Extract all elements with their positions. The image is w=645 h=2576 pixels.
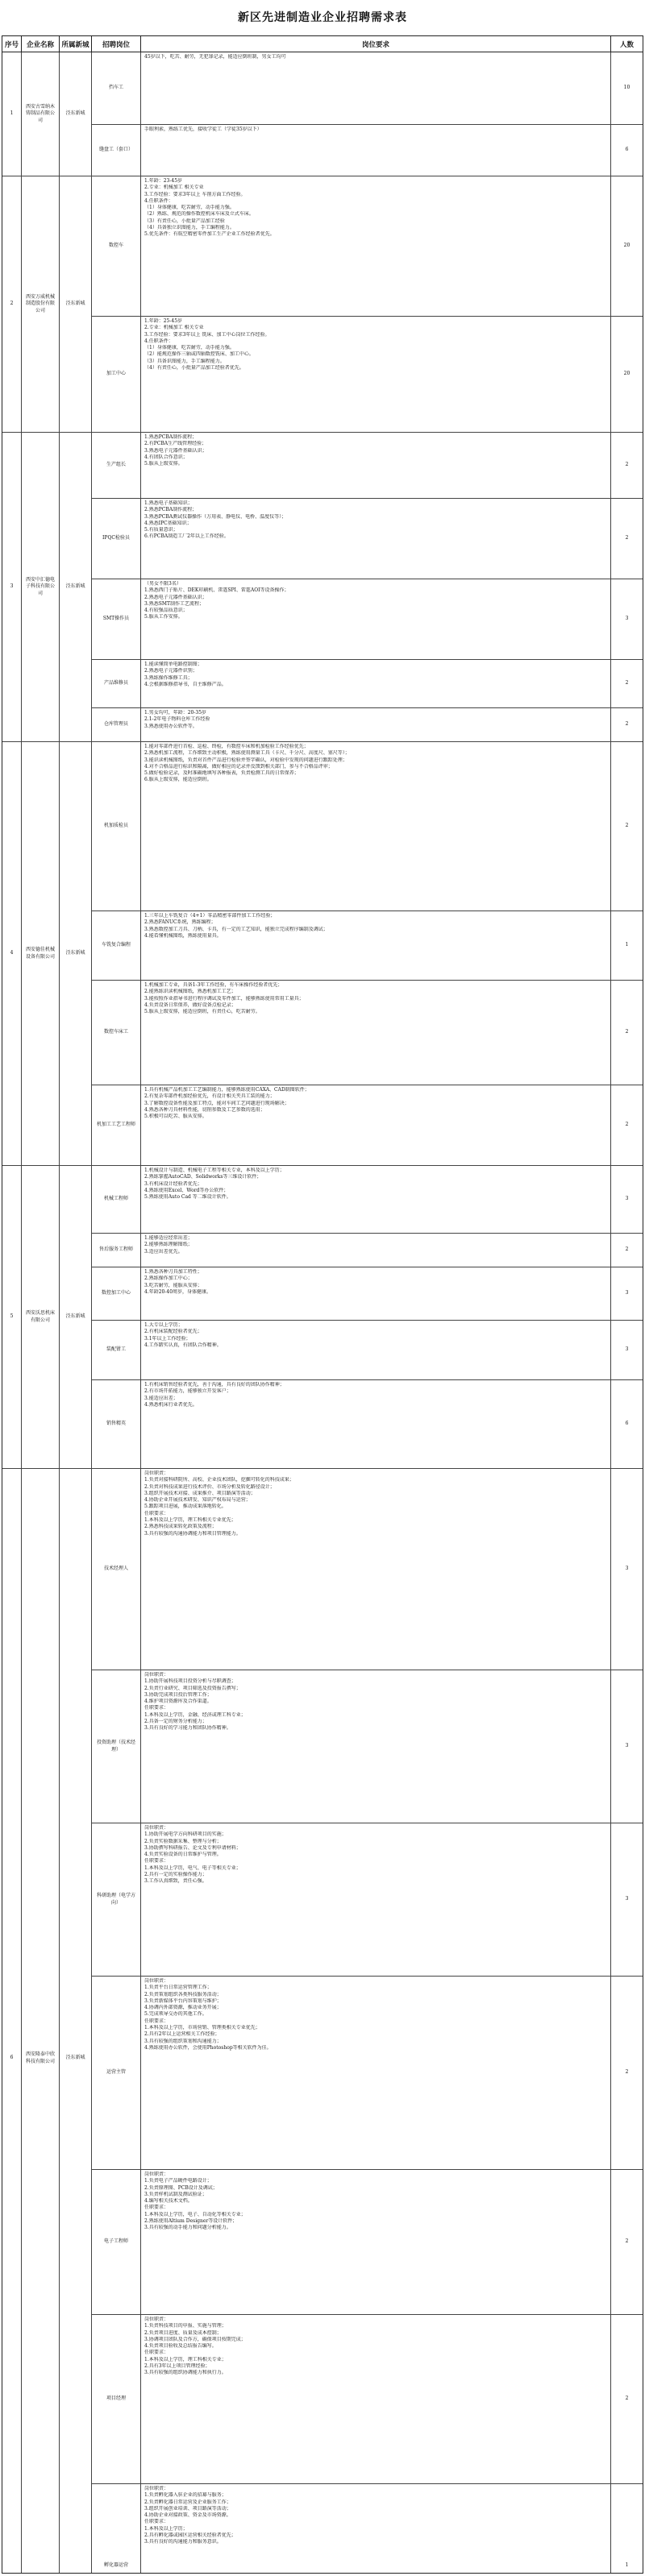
company-name: 西安万威机械制造股份有限公司	[22, 176, 60, 433]
position-title: 仓库管理员	[92, 708, 141, 742]
requirement-line: 3.熟悉使用办公软件等。	[144, 723, 198, 729]
position-count: 2	[611, 2170, 643, 2315]
requirement-line: 1.本科及以上学历，理工科相关专业优先；	[144, 1517, 236, 1524]
requirement-line: 3.协助撰写科研报告、论文及专利申请材料；	[144, 1844, 241, 1851]
requirement-line: 4.负责实验设备的日常维护与管理。	[144, 1852, 222, 1858]
position-requirements	[141, 742, 611, 911]
requirement-line: 3.协调项目团队及合作方，确保项目按期完成；	[144, 2336, 246, 2342]
position-count: 3	[611, 1823, 643, 1977]
requirement-line: 1.协助开展电学方向科研项目的实施；	[144, 1831, 227, 1838]
position-title: 生产组长	[92, 433, 141, 499]
position-count: 3	[611, 1670, 643, 1823]
position-count: 1	[611, 911, 643, 981]
requirement-line: 任职要求：	[144, 2018, 169, 2024]
position-requirements	[141, 1166, 611, 1234]
position-title: 技术经理人	[92, 1469, 141, 1670]
position-count: 3	[611, 579, 643, 660]
header-position: 招聘岗位	[92, 36, 141, 52]
requirement-line: 45岁以下，吃苦、耐劳，无犯罪记录，能适应倒班制，男女工均可	[144, 54, 286, 60]
position-title: 销售精英	[92, 1380, 141, 1469]
requirement-line: 2.负责孵化器日常运营及企业服务工作；	[144, 2499, 231, 2505]
requirement-line: 手眼利索，熟练工优先，接收学徒工（学徒35岁以下）	[144, 127, 262, 132]
requirement-line: 4.任职条件：	[144, 197, 173, 204]
requirement-line: 5.有质量意识；	[144, 527, 178, 533]
requirement-line: 2.负责策划组织各类科技服务活动；	[144, 1991, 222, 1997]
requirement-line: 2.熟悉电子元器件识别；	[144, 668, 198, 674]
position-title: IPQC检验员	[92, 499, 141, 579]
requirement-line: 1.负责对接科研院所、高校、企业技术团队，挖掘可转化的科技成果；	[144, 1477, 294, 1483]
position-requirements	[141, 579, 611, 660]
position-title: 产品维修员	[92, 660, 141, 708]
requirement-line: 3.熟悉PCBA测试仪器操作（万用表、静电仪、电桥、温度仪等）；	[144, 513, 287, 520]
requirement-line: 2.熟练操作加工中心；	[144, 1276, 193, 1282]
requirement-line: 2.负责项目进度、质量及成本控制；	[144, 2329, 222, 2336]
company-number: 3	[2, 433, 22, 742]
requirement-line: 岗位职责：	[144, 2172, 169, 2177]
requirement-line: 4.熟练使用办公软件，会使用Photoshop等相关软件为佳。	[144, 2044, 272, 2051]
company-town: 泾东新城	[60, 52, 92, 176]
requirement-line: 4.协助企业开展技术研发、知识产权布局与运营；	[144, 1497, 251, 1504]
position-requirements	[141, 2315, 611, 2484]
requirement-line: 2.专业：机械加工 相关专业	[144, 185, 204, 191]
position-title: 机械工程师	[92, 1166, 141, 1234]
requirement-line: 1.机械设计与制造、机械电子工程等相关专业，本科及以上学历；	[144, 1168, 285, 1173]
requirement-line: 1.负责科技项目的申报、实施与管理；	[144, 2323, 227, 2329]
requirement-line: 3.组织开展创业培训、项目路演等活动；	[144, 2505, 231, 2512]
requirement-line: 2.熟悉机加工流程，工作细致主动积极，熟练使用测量工具（卡尺、千分尺、高度尺、塞尺等）；	[144, 750, 350, 757]
position-requirements	[141, 1267, 611, 1321]
requirement-line: 2.专业：机械加工 相关专业	[144, 325, 204, 331]
requirement-line: 1.本科及以上学历，金融、经济或理工科专业；	[144, 1711, 246, 1718]
position-requirements	[141, 1670, 611, 1823]
requirement-line: （4）具备独立识图能力，手工编程能力。	[144, 225, 235, 231]
position-count: 2	[611, 499, 643, 579]
requirement-line: 3.能识读机械图纸，负责对首件产品进行检验并签字确认，对检验中发现的问题进行跟踪处理；	[144, 757, 347, 763]
requirement-line: 3.1年以上工作经验；	[144, 1335, 191, 1342]
requirement-line: 3.熟悉电子元器件基础认识；	[144, 447, 207, 454]
position-requirements	[141, 1823, 611, 1977]
position-count: 2	[611, 708, 643, 742]
requirement-line: 2.具有一定的实验操作能力；	[144, 1872, 207, 1878]
position-count: 3	[611, 1469, 643, 1670]
position-requirements	[141, 1469, 611, 1670]
document-title: 新区先进制造业企业招聘需求表	[238, 11, 407, 24]
requirement-line: （1）身体健康，吃苦耐劳，动手能力强。	[144, 345, 235, 351]
position-requirements	[141, 2170, 611, 2315]
position-requirements	[141, 1085, 611, 1166]
requirement-line: 3.能按照作业指导书进行程序调试及零件加工，能够熟练使用常用工量具；	[144, 995, 304, 1002]
position-count: 2	[611, 2315, 643, 2484]
requirement-line: 4.熟悉IPC基础知识；	[144, 520, 192, 526]
requirement-line: 岗位职责：	[144, 2317, 169, 2322]
position-title: 缝盘工（套口）	[92, 125, 141, 176]
requirement-line: 4.协调内外部资源，推动业务开展；	[144, 2005, 222, 2011]
requirement-line: 5.积极可以吃苦、服从安排。	[144, 1114, 207, 1120]
position-title: 科研助理（电学方向）	[92, 1823, 141, 1977]
position-requirements	[141, 1977, 611, 2170]
requirement-line: 2.有市场开拓能力，能够独立开发客户；	[144, 1388, 231, 1395]
company-town: 泾东新城	[60, 1469, 92, 2574]
requirement-line: 1.大专以上学历；	[144, 1322, 183, 1328]
requirement-line: （男女不限3名）	[144, 581, 181, 587]
requirement-line: 2.具有3年以上项目管理经验；	[144, 2363, 210, 2370]
position-count: 2	[611, 981, 643, 1085]
requirement-line: 4.编写相关技术文档。	[144, 2198, 193, 2205]
requirement-line: 3.熟练操作维修工具；	[144, 674, 193, 681]
requirement-line: 2.具有2年以上运营相关工作经验；	[144, 2031, 220, 2038]
position-count: 2	[611, 660, 643, 708]
company-name: 西安古雪纳木铸制品有限公司	[22, 52, 60, 176]
requirement-line: 1.负责孵化器入驻企业的招募与服务；	[144, 2492, 227, 2499]
requirement-line: 3.工作经验：要求3年以上 铣床、加工中心岗位工作经验。	[144, 331, 270, 338]
requirement-line: 4.负责项目验收及总结报告编写。	[144, 2343, 217, 2350]
requirement-line: 3.有机床设计经验者优先；	[144, 1180, 202, 1187]
requirement-line: 5.优先条件：有航空精密零件加工生产企业工作经验者优先。	[144, 231, 275, 238]
requirement-line: 任职要求：	[144, 2205, 169, 2211]
requirement-line: 3.具有较强的沟通协调能力和项目管理能力。	[144, 1530, 241, 1537]
requirement-line: 1.本科及以上学历，电气、电子等相关专业；	[144, 1865, 241, 1871]
requirement-line: 2.熟悉FANUC系统，熟练编程；	[144, 919, 216, 926]
requirement-line: 3.工作经验：要求3年以上 车削方面工作经验。	[144, 191, 246, 197]
requirement-line: 2.能熟练识读机械图纸，熟悉机加工工艺；	[144, 989, 236, 995]
requirement-line: 3.具有较强的动手能力和问题分析能力。	[144, 2225, 231, 2231]
position-requirements	[141, 981, 611, 1085]
requirement-line: 4.维护项目资源库及合作渠道。	[144, 1699, 212, 1705]
requirement-line: 1.本科及以上学历，市场营销、管理类相关专业优先；	[144, 2025, 260, 2031]
requirement-line: 任职要求：	[144, 1510, 169, 1516]
requirement-line: 1.年龄：23-45岁	[144, 178, 183, 184]
requirement-line: 2.负责对科技成果进行技术评价、市场分析及转化路径设计；	[144, 1483, 275, 1490]
requirement-line: 5.做好检验记录，及时准确地填写各种报表，负责检测工具的日常保养；	[144, 770, 299, 777]
requirement-line: 1.本科及以上学历，电子、自动化等相关专业；	[144, 2211, 246, 2217]
position-title: 机加工工艺工程师	[92, 1085, 141, 1166]
position-title: 数控车	[92, 176, 141, 317]
requirement-line: 4.有较强品质意识；	[144, 608, 188, 614]
requirement-line: 1.机械加工专业，具备1-3年工作经验，有车床操作经验者优先；	[144, 982, 283, 988]
company-name: 西安沃思机床有限公司	[22, 1166, 60, 1469]
requirement-line: 3.工作认真细致，责任心强。	[144, 1878, 207, 1885]
requirement-line: 1.熟悉各种刀具加工特性；	[144, 1269, 202, 1275]
requirement-line: 1.负责平台日常运营管理工作；	[144, 1985, 212, 1991]
requirement-line: 3.了解数控设备性能及加工特点，能对车间工艺问题进行现场解决；	[144, 1100, 289, 1106]
requirement-line: 任职要求：	[144, 2519, 169, 2525]
requirement-line: 5.服从工作安排。	[144, 614, 183, 620]
position-requirements	[141, 660, 611, 708]
position-requirements	[141, 1234, 611, 1267]
requirement-line: 2.具有孵化器或园区运营相关经验者优先；	[144, 2532, 236, 2539]
requirement-line: 3.适应出差优先。	[144, 1248, 183, 1255]
requirement-line: 6.有PCBA制造工厂2年以上工作经验。	[144, 533, 229, 540]
requirement-line: 3.吃苦耐劳，能服从安排；	[144, 1282, 202, 1288]
requirement-line: 2.熟练掌握AutoCAD、Solidworks等三维设计软件；	[144, 1174, 262, 1180]
requirement-line: 1.协助开展科技项目投资分析与尽职调查；	[144, 1678, 236, 1685]
position-requirements	[141, 176, 611, 317]
company-town: 泾东新城	[60, 1166, 92, 1469]
requirement-line: 1.三年以上车铣复合（4+1）零品精密零部件加工工作经验；	[144, 913, 276, 919]
position-title: 运营主管	[92, 1977, 141, 2170]
requirement-line: 6.服从上级安排，能适应倒班。	[144, 777, 212, 783]
position-requirements	[141, 1321, 611, 1380]
requirement-line: 任职要求：	[144, 1858, 169, 1865]
position-requirements	[141, 2484, 611, 2574]
requirement-line: 1.熟悉电子基础知识；	[144, 500, 193, 506]
requirement-line: 3.协助完成项目投后管理工作；	[144, 1691, 212, 1698]
header-no: 序号	[2, 36, 22, 52]
requirement-line: 2.负责实验数据采集、整理与分析；	[144, 1838, 222, 1844]
position-title: 孵化器运营	[92, 2484, 141, 2574]
position-title: 数控车床工	[92, 981, 141, 1085]
requirement-line: 1.有机床销售经验者优先，善于沟通，具有良好的团队协作精神；	[144, 1382, 285, 1388]
requirement-line: 4.能看懂机械图纸，熟练使用量具。	[144, 932, 222, 939]
position-count: 3	[611, 1166, 643, 1234]
company-number: 5	[2, 1166, 22, 1469]
position-requirements	[141, 52, 611, 125]
requirement-line: 2.熟悉科技成果转化政策及流程；	[144, 1524, 217, 1530]
requirement-line: 4.任职条件：	[144, 338, 173, 344]
requirement-line: 4.熟练使用Excel、Word等办公软件；	[144, 1187, 229, 1193]
company-name: 西安德佳机械设备有限公司	[22, 742, 60, 1166]
requirement-line: 2.负责原理图、PCB设计及调试；	[144, 2184, 218, 2191]
position-title: 装配钳工	[92, 1321, 141, 1380]
company-town: 泾东新城	[60, 176, 92, 433]
requirement-line: 4.会根据维修指导书，自主维修产品。	[144, 681, 227, 687]
requirement-line: 1.本科及以上学历，理工科相关专业；	[144, 2356, 227, 2362]
company-name: 西安中汇德电子科技有限公司	[22, 433, 60, 742]
requirement-line: 4.协助企业对接政策、资金及市场资源。	[144, 2512, 231, 2519]
requirement-line: 1.男女均可，年龄：20-35岁	[144, 710, 207, 716]
requirement-line: 2.1-2年电子物料仓库工作经验	[144, 716, 210, 723]
position-requirements	[141, 317, 611, 433]
requirement-line: 2.具备一定的财务分析能力；	[144, 1719, 207, 1725]
position-requirements	[141, 1380, 611, 1469]
requirement-line: 1.负责电子产品硬件电路设计；	[144, 2178, 212, 2184]
requirement-line: （3）有责任心，小批量产品加工经验	[144, 218, 225, 224]
requirement-line: （2）能规范操作三轴或四轴数控铣床、加工中心。	[144, 351, 254, 358]
position-count: 2	[611, 1977, 643, 2170]
requirement-line: 1.能对零部件进行首检、巡检、终检，有数控车床和机加检验工作经验优先；	[144, 744, 309, 749]
requirement-line: 3.能适应出差；	[144, 1395, 178, 1401]
position-count: 20	[611, 176, 643, 317]
position-title: 机加质检员	[92, 742, 141, 911]
requirement-line: 2.负责行业研究、项目筛选及投资报告撰写；	[144, 1685, 241, 1691]
company-number: 4	[2, 742, 22, 1166]
company-number: 1	[2, 52, 22, 176]
requirement-line: 2.熟悉PCBA制作流程；	[144, 507, 198, 513]
requirement-line: 3.具有良好的学习能力和团队协作精神。	[144, 1725, 231, 1732]
requirement-line: 3.具有较强的组织协调能力和执行力。	[144, 2370, 227, 2376]
company-number: 6	[2, 1469, 22, 2574]
requirement-line: 3.具有较强的组织策划和沟通能力；	[144, 2038, 222, 2044]
requirement-line: 任职要求：	[144, 1705, 169, 1711]
position-count: 20	[611, 317, 643, 433]
requirement-line: 4.工作踏实认真，有团队合作精神。	[144, 1342, 222, 1348]
requirement-line: 1.能够适应经常出差；	[144, 1235, 193, 1241]
position-count: 2	[611, 1085, 643, 1166]
company-town: 泾东新城	[60, 433, 92, 742]
requirement-line: 3.负责新媒体平台内容策划与维护；	[144, 1997, 222, 2004]
position-requirements	[141, 911, 611, 981]
requirement-line: 5.跟踪项目进展，推动成果落地转化。	[144, 1504, 227, 1510]
header-requirements: 岗位要求	[141, 36, 611, 52]
requirement-line: 4.年龄20-40周岁，身体健康。	[144, 1288, 212, 1295]
requirement-line: 1.熟悉PCBA制作流程；	[144, 434, 198, 440]
position-count: 2	[611, 742, 643, 911]
company-number: 2	[2, 176, 22, 433]
requirement-line: 2.有复杂零部件机加经验优先，有设计相关夹具工装的能力；	[144, 1093, 275, 1100]
requirement-line: 5.完成领导交办的其他工作。	[144, 2011, 207, 2018]
requirement-line: 2.熟悉电子元器件基础认识；	[144, 594, 207, 600]
position-count: 1	[611, 2484, 643, 2574]
company-town: 泾东新城	[60, 742, 92, 1166]
position-title: 数控加工中心	[92, 1267, 141, 1321]
requirement-line: 4.熟悉各种刀具材料性能，切削参数及工艺参数的选用；	[144, 1106, 265, 1113]
requirement-line: （4）有责任心，小批量产品加工经验者优先。	[144, 365, 244, 371]
requirement-line: 1.具有机械产品机加工工艺编制能力，能够熟练使用CAXA、CAD制图软件；	[144, 1087, 310, 1093]
position-count: 10	[611, 52, 643, 125]
position-title: 项目经理	[92, 2315, 141, 2484]
requirement-line: 5.熟练使用Auto Cad 等二维设计软件。	[144, 1194, 231, 1201]
recruitment-table	[2, 35, 643, 2574]
position-title: 投资助理（技术经理）	[92, 1670, 141, 1823]
requirement-line: 3.熟悉数控加工刀具、刀柄、卡具，有一定的工艺知识，能独立完成程序编制及调试；	[144, 926, 328, 932]
requirement-line: 5.服从上级安排。	[144, 461, 183, 467]
requirement-line: 任职要求：	[144, 2350, 169, 2356]
requirement-line: 岗位职责：	[144, 1825, 169, 1831]
requirement-line: （2）熟练、规范的操作数控机床车床及立式车床。	[144, 211, 254, 218]
requirement-line: 3.熟悉SMT制作工艺流程；	[144, 600, 204, 607]
position-title: 挡车工	[92, 52, 141, 125]
header-town: 所属新城	[60, 36, 92, 52]
position-count: 6	[611, 1380, 643, 1469]
position-title: 电子工程师	[92, 2170, 141, 2315]
position-title: 加工中心	[92, 317, 141, 433]
position-count: 3	[611, 1321, 643, 1380]
requirement-line: （1）身体健康，吃苦耐劳，动手能力强。	[144, 205, 235, 211]
requirement-line: （3）具备识图能力，手工编程能力。	[144, 358, 225, 364]
requirement-line: 4.负责设备日常保养，做好设备点检记录；	[144, 1002, 236, 1008]
requirement-line: 1.本科及以上学历；	[144, 2525, 188, 2532]
header-count: 人数	[611, 36, 643, 52]
requirement-line: 1.能读懂简单电路控制图；	[144, 662, 202, 667]
position-count: 3	[611, 1267, 643, 1321]
position-requirements	[141, 499, 611, 579]
position-requirements	[141, 708, 611, 742]
header-company: 企业名称	[22, 36, 60, 52]
position-title: SMT操作员	[92, 579, 141, 660]
requirement-line: 2.熟练使用Altium Designer等设计软件；	[144, 2218, 238, 2225]
position-title: 车铣复合编程	[92, 911, 141, 981]
requirement-line: 岗位职责：	[144, 1672, 169, 1678]
requirement-line: 5.服从上级安排，能适应倒班，有责任心，吃苦耐劳。	[144, 1009, 260, 1015]
position-title: 售后服务工程师	[92, 1234, 141, 1267]
requirement-line: 岗位职责：	[144, 1471, 169, 1476]
position-count: 6	[611, 125, 643, 176]
requirement-line: 3.组织开展技术对接、成果推介、项目路演等活动；	[144, 1490, 256, 1496]
requirement-line: 3.负责样机试制及测试验证；	[144, 2191, 207, 2197]
requirement-line: 岗位职责：	[144, 2486, 169, 2491]
requirement-line: 4.熟悉机床行业者优先。	[144, 1401, 198, 1408]
requirement-line: 1.年龄：25-45岁	[144, 318, 183, 324]
requirement-line: 3.具有良好的沟通能力和服务意识。	[144, 2539, 222, 2545]
position-requirements	[141, 125, 611, 176]
company-name: 西安隆泰中欣科技有限公司	[22, 1469, 60, 2574]
requirement-line: 4.有团队合作意识；	[144, 454, 188, 460]
requirement-line: 岗位职责：	[144, 1978, 169, 1984]
requirement-line: 2.能够熟练理解图纸；	[144, 1242, 193, 1248]
position-count: 2	[611, 1234, 643, 1267]
requirement-line: 2.有机床装配经验者优先；	[144, 1329, 202, 1335]
position-count: 2	[611, 433, 643, 499]
position-requirements	[141, 433, 611, 499]
requirement-line: 1.熟悉西门子贴片、DEK印刷机、雷霆SPI、雷霆AOI等设备操作；	[144, 587, 289, 594]
requirement-line: 4.对不合格品进行标识和隔离，做好相应的记录并反馈到相关部门，参与不合格品评审；	[144, 763, 333, 769]
requirement-line: 2.有PCBA生产线管理经验；	[144, 441, 207, 447]
